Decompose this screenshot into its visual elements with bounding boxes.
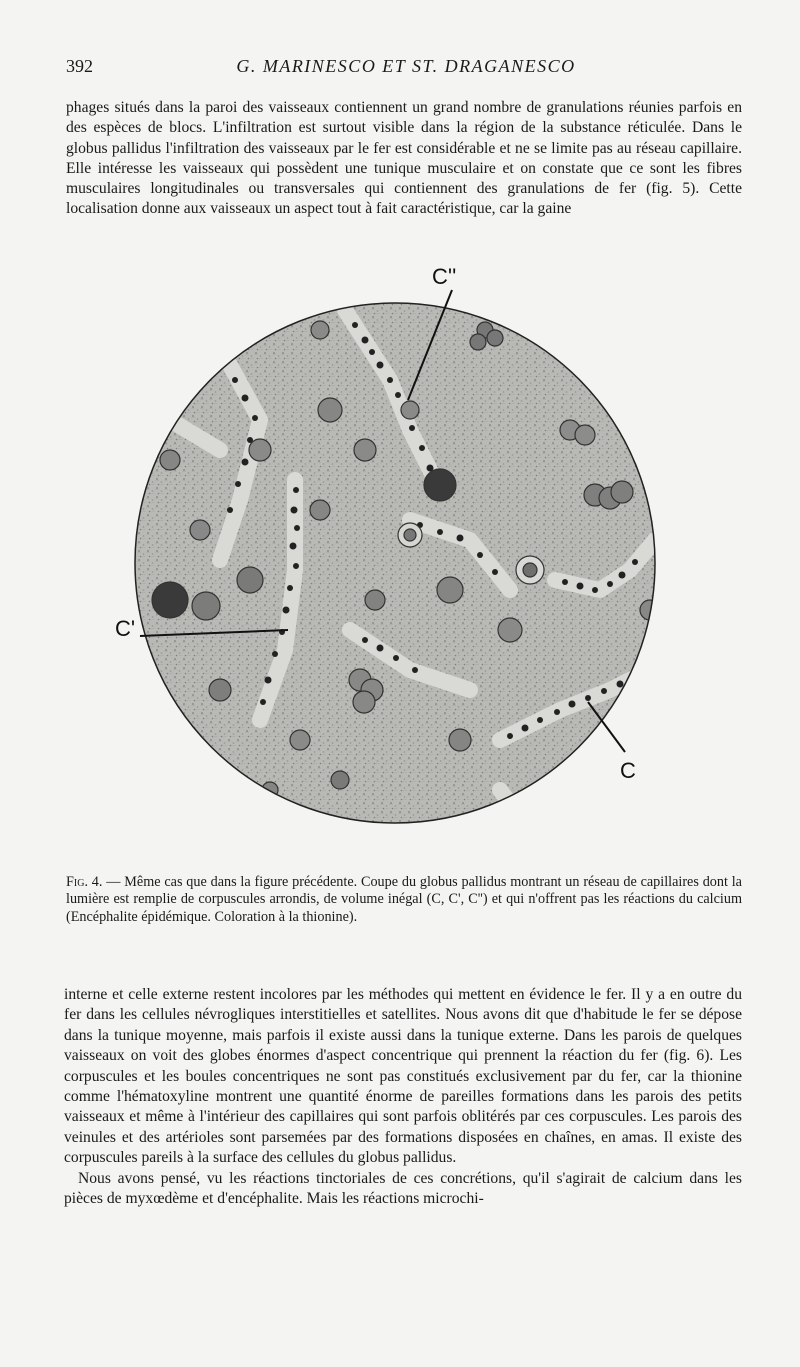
caption-figure-ref: Fig. 4. xyxy=(66,874,103,890)
page-number: 392 xyxy=(66,56,93,76)
figure-caption xyxy=(66,874,742,926)
body-paragraph-bottom-2: Nous avons pensé, vu les réactions tinctoriales de ces concrétions, qu'il s'agirait de calcium dans les pièces de myxœdème et d'encéphalite. Mais les réactions microchi- xyxy=(64,1169,742,1208)
body-paragraph-top: phages situés dans la paroi des vaisseaux contiennent un grand nombre de granulations réunies parfois en des espèces de blocs. L'infiltration est surtout visible dans la région de la substance réticulée. Dans le globus pallidus l'infiltration des vaisseaux par le fer est considérable et ne se limite pas au réseau capillaire. Elle intéresse les vaisseaux qui possèdent une tunique musculaire et on constate que ce sont les fibres musculaires longitudinales ou transversales qui contiennent des granulations de fer (fig. 5). Cette localisation donne aux vaisseaux un aspect tout à fait caractéristique, car la gaine xyxy=(66,99,742,218)
label-c-prime: C' xyxy=(115,616,136,641)
micrograph-illustration xyxy=(110,270,710,840)
figure-micrograph xyxy=(110,264,710,840)
page-header xyxy=(66,56,746,82)
micrograph-field xyxy=(110,270,710,840)
running-head: G. MARINESCO ET ST. DRAGANESCO xyxy=(236,56,576,76)
body-paragraph-bottom-1: interne et celle externe restent incolores par les méthodes qui mettent en évidence le fer. Il y a en outre du fer dans les cellules névrogliques interstitielles et satellites. Nous avons dit que d'habitude le fer se dépose dans la tunique moyenne, mais parfois il existe aussi dans la tunique externe. Dans les parois de quelques vaisseaux on voit des globes énormes d'aspect concentrique qui prennent la réaction du fer (fig. 6). Les corpuscules et les boules concentriques ne sont pas constitués exclusivement par du fer, car la thionine comme l'hématoxyline montrent une quantité énorme de pareilles formations dans les parois des petits vaisseaux et même à l'intérieur des capillaires qui sont parfois oblitérés par ces corpuscules. Les parois des veinules et des artérioles sont parsemées par des formations disposées en chaînes, en amas. Il existe des corpuscules pareils à la surface des cellules du globus pallidus. xyxy=(64,986,742,1167)
body-paragraphs-bottom xyxy=(64,985,742,1209)
label-c: C xyxy=(620,758,636,783)
caption-text: — Même cas que dans la figure précédente. Coupe du globus pallidus montrant un réseau de capillaires dont la lumière est remplie de corpuscules arrondis, de volume inégal (C, C', C'') et qui n'offrent pas les réactions du calcium (Encéphalite épidémique. Coloration à la thionine). xyxy=(66,874,742,925)
label-c-double-prime: C'' xyxy=(432,264,457,289)
